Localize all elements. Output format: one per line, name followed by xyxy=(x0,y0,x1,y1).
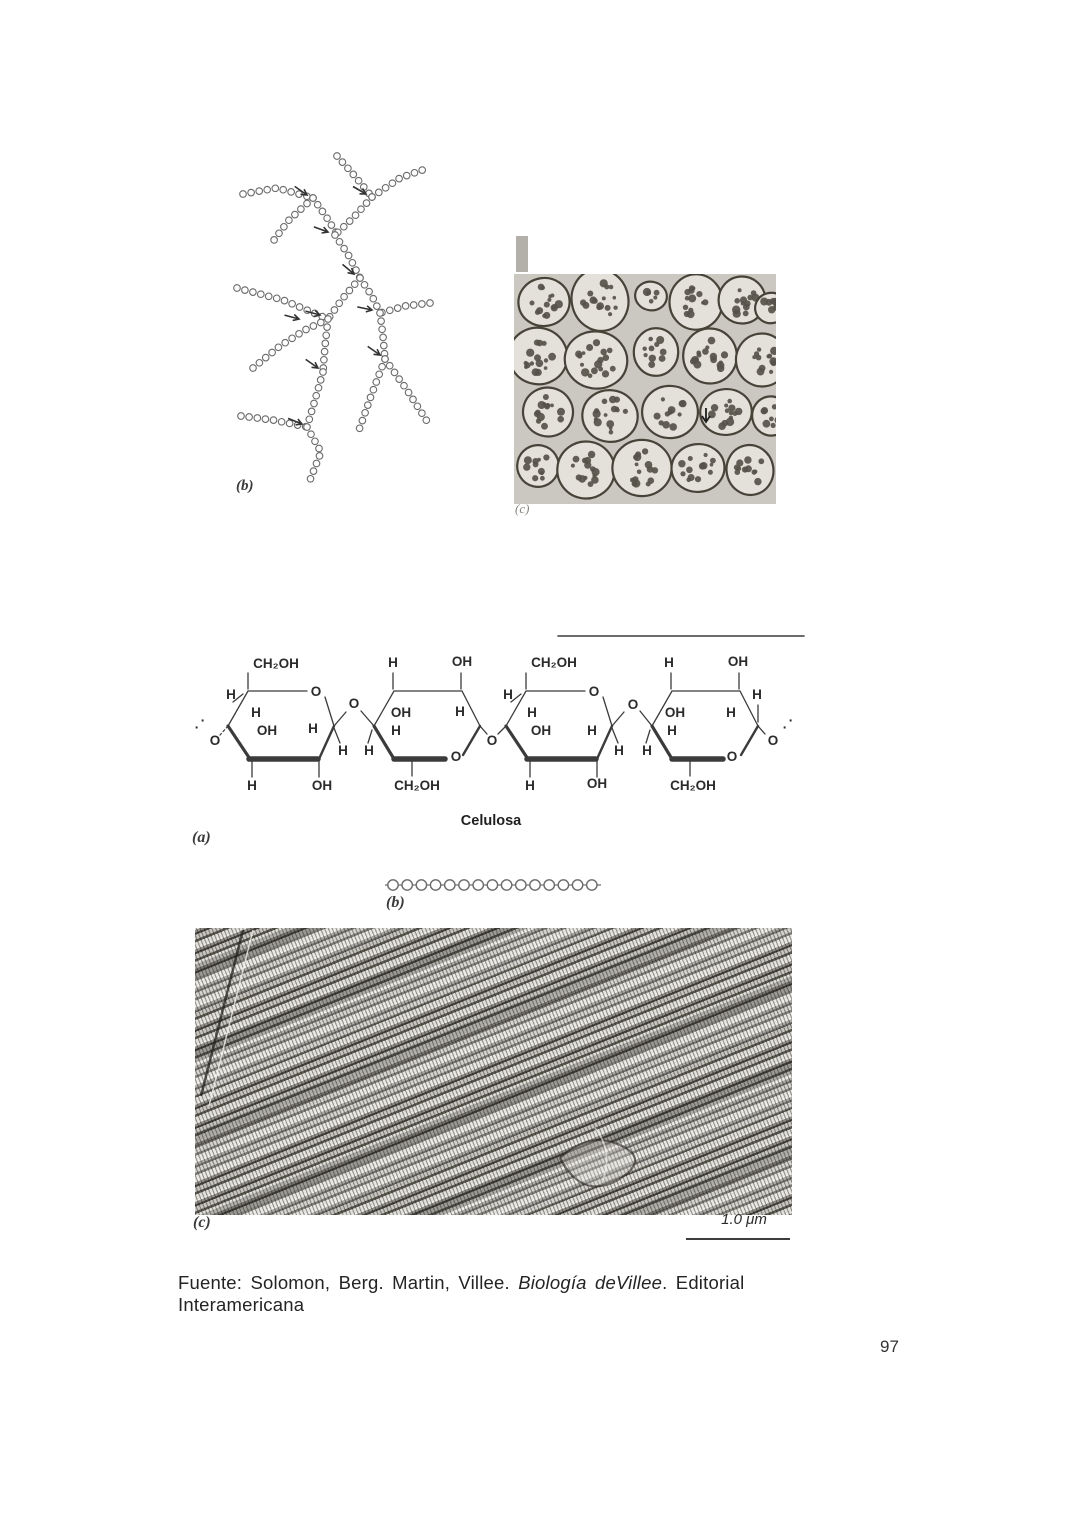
atom-label: H xyxy=(503,687,513,702)
structure-panel-label: (a) xyxy=(192,829,211,846)
atom-label: H xyxy=(752,687,762,702)
atom-label: H xyxy=(247,778,257,793)
chain-panel-label: (b) xyxy=(386,894,405,911)
chain-beads xyxy=(385,880,601,890)
atom-label: H xyxy=(527,705,537,720)
scale-bar-text: 1.0 μm xyxy=(721,1211,767,1228)
glucose-chain-beads xyxy=(234,153,434,482)
atom-labels xyxy=(195,654,794,793)
atom-label: · xyxy=(782,720,788,735)
atom-label: OH xyxy=(390,705,412,720)
glycogen-panel-label: (b) xyxy=(236,478,254,494)
atom-label: O xyxy=(726,749,738,764)
caption-book-title: Biología deVillee xyxy=(518,1272,663,1293)
atom-label: H xyxy=(614,743,624,758)
cellulose-chain-figure xyxy=(383,872,607,898)
atom-label: OH xyxy=(451,654,473,669)
atom-label: H xyxy=(391,723,401,738)
atom-label: H xyxy=(338,743,348,758)
atom-label: CH₂OH xyxy=(253,656,299,671)
atom-label: · xyxy=(788,713,794,728)
page-number: 97 xyxy=(880,1337,899,1356)
atom-label: H xyxy=(226,687,236,702)
atom-label: H xyxy=(251,705,261,720)
atom-label: O xyxy=(209,733,221,748)
atom-label: OH xyxy=(586,776,608,791)
atom-label: CH₂OH xyxy=(394,778,440,793)
cellulose-fibrils-micrograph xyxy=(195,928,792,1215)
atom-label: CH₂OH xyxy=(670,778,716,793)
atom-label: H xyxy=(388,655,398,670)
atom-label: H xyxy=(587,723,597,738)
bond-layer xyxy=(220,636,804,777)
source-caption xyxy=(178,1272,878,1316)
atom-label: OH xyxy=(311,778,333,793)
fibrils-overlay xyxy=(195,928,792,1215)
molecule-title: Celulosa xyxy=(460,813,522,829)
scan-edge-bar xyxy=(516,236,528,272)
caption-prefix: Fuente: Solomon, Berg. Martin, Villee. xyxy=(178,1272,519,1293)
atom-label: OH xyxy=(664,705,686,720)
scale-bar-line xyxy=(686,1238,790,1240)
glycogen-branching-figure xyxy=(225,148,465,500)
atom-label: · xyxy=(194,720,200,735)
atom-label: H xyxy=(726,705,736,720)
atom-label: · xyxy=(200,713,206,728)
atom-label: O xyxy=(627,697,639,712)
starch-granule-cells-micrograph xyxy=(514,236,776,506)
fibrils-panel-label: (c) xyxy=(193,1214,211,1231)
cellulose-structure-figure xyxy=(186,626,810,840)
atom-label: H xyxy=(642,743,652,758)
caption-suffix: . Editorial Interamericana xyxy=(178,1272,745,1315)
atom-label: O xyxy=(450,749,462,764)
atom-label: H xyxy=(667,723,677,738)
atom-label: H xyxy=(664,655,674,670)
atom-label: O xyxy=(310,684,322,699)
atom-label: CH₂OH xyxy=(531,655,577,670)
atom-label: O xyxy=(767,733,779,748)
atom-label: H xyxy=(308,721,318,736)
atom-label: H xyxy=(525,778,535,793)
atom-label: O xyxy=(588,684,600,699)
atom-label: H xyxy=(455,704,465,719)
atom-label: O xyxy=(486,733,498,748)
atom-label: OH xyxy=(530,723,552,738)
atom-label: O xyxy=(348,696,360,711)
atom-label: OH xyxy=(256,723,278,738)
atom-label: H xyxy=(364,743,374,758)
cells-panel-label: (c) xyxy=(515,501,530,516)
atom-label: OH xyxy=(727,654,749,669)
